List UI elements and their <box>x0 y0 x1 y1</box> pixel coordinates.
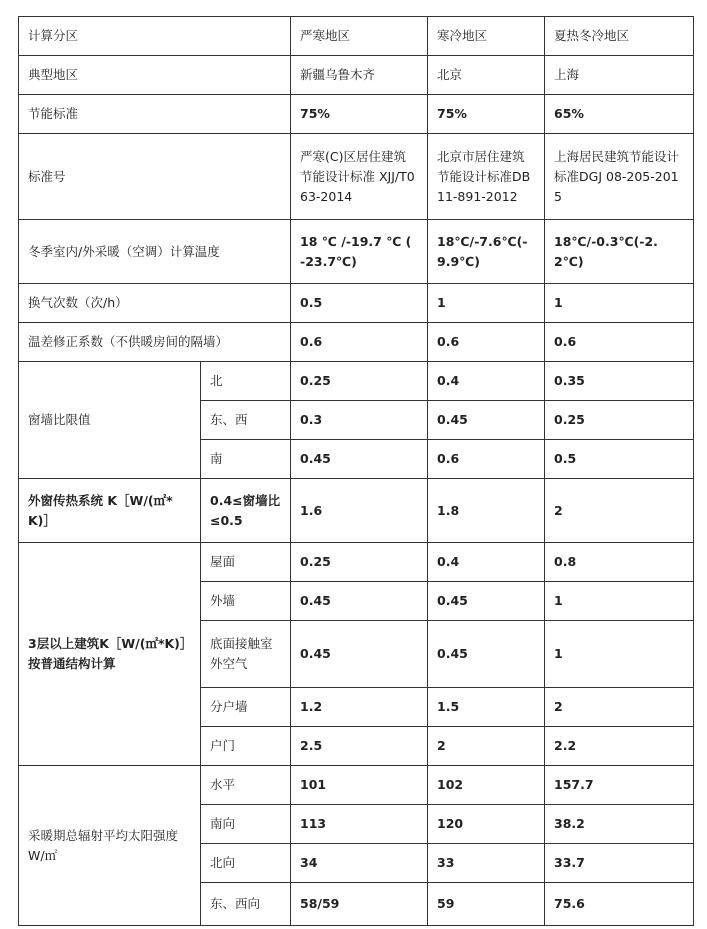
sub-label: 屋面 <box>201 543 291 582</box>
cell: 0.8 <box>545 543 694 582</box>
building-k-row <box>19 543 694 582</box>
header-row <box>19 17 694 56</box>
cell: 2.2 <box>545 727 694 766</box>
cell: 58/59 <box>291 883 428 926</box>
sub-label: 外墙 <box>201 582 291 621</box>
cell: 38.2 <box>545 805 694 844</box>
cell: 102 <box>428 766 545 805</box>
cell: 2 <box>545 688 694 727</box>
cell: 严寒(C)区居住建筑节能设计标准 XJJ/T063-2014 <box>291 134 428 220</box>
cell: 0.4 <box>428 543 545 582</box>
cell: 113 <box>291 805 428 844</box>
sub-label: 北 <box>201 362 291 401</box>
cell: 59 <box>428 883 545 926</box>
cell: 1 <box>545 582 694 621</box>
cell: 1 <box>545 621 694 688</box>
sub-label: 东、西向 <box>201 883 291 926</box>
cell: 75% <box>428 95 545 134</box>
cell: 18℃/-0.3℃(-2.2℃) <box>545 220 694 284</box>
cell: 0.45 <box>428 582 545 621</box>
sub-label: 0.4≤窗墙比≤0.5 <box>201 479 291 543</box>
cell: 北京市居住建筑节能设计标准DB11-891-2012 <box>428 134 545 220</box>
sub-label: 底面接触室外空气 <box>201 621 291 688</box>
cell: 北京 <box>428 56 545 95</box>
cell: 2.5 <box>291 727 428 766</box>
cell: 2 <box>545 479 694 543</box>
row-label: 标准号 <box>19 134 291 220</box>
group-label: 外窗传热系统 K［W/(㎡*K)］ <box>19 479 201 543</box>
cell: 18 ℃ /-19.7 ℃ ( -23.7℃) <box>291 220 428 284</box>
sub-label: 北向 <box>201 844 291 883</box>
row-label: 冬季室内/外采暖（空调）计算温度 <box>19 220 291 284</box>
cell: 0.25 <box>291 362 428 401</box>
cell: 0.5 <box>545 440 694 479</box>
cell: 0.6 <box>545 323 694 362</box>
sub-label: 分户墙 <box>201 688 291 727</box>
group-label: 3层以上建筑K［W/(㎡*K)］按普通结构计算 <box>19 543 201 766</box>
solar-row <box>19 766 694 805</box>
header-cold: 寒冷地区 <box>428 17 545 56</box>
cell: 0.45 <box>428 401 545 440</box>
cell: 120 <box>428 805 545 844</box>
row-label: 节能标准 <box>19 95 291 134</box>
cell: 0.5 <box>291 284 428 323</box>
cell: 1.8 <box>428 479 545 543</box>
sub-label: 东、西 <box>201 401 291 440</box>
cell: 33 <box>428 844 545 883</box>
cell: 上海 <box>545 56 694 95</box>
typical-region-row <box>19 56 694 95</box>
cell: 18℃/-7.6℃(-9.9℃) <box>428 220 545 284</box>
cell: 75.6 <box>545 883 694 926</box>
header-hot-summer-cold-winter: 夏热冬冷地区 <box>545 17 694 56</box>
cell: 新疆乌鲁木齐 <box>291 56 428 95</box>
cell: 75% <box>291 95 428 134</box>
row-label: 换气次数（次/h） <box>19 284 291 323</box>
energy-standard-row <box>19 95 694 134</box>
cell: 0.25 <box>545 401 694 440</box>
sub-label: 南 <box>201 440 291 479</box>
cell: 0.6 <box>291 323 428 362</box>
cell: 0.3 <box>291 401 428 440</box>
cell: 上海居民建筑节能设计标准DGJ 08-205-2015 <box>545 134 694 220</box>
cell: 0.45 <box>291 582 428 621</box>
row-label: 典型地区 <box>19 56 291 95</box>
cell: 1.6 <box>291 479 428 543</box>
cell: 0.6 <box>428 440 545 479</box>
cell: 0.35 <box>545 362 694 401</box>
group-label: 窗墙比限值 <box>19 362 201 479</box>
cell: 0.25 <box>291 543 428 582</box>
cell: 33.7 <box>545 844 694 883</box>
temp-correction-row <box>19 323 694 362</box>
window-k-row <box>19 479 694 543</box>
cell: 65% <box>545 95 694 134</box>
cell: 0.6 <box>428 323 545 362</box>
cell: 0.4 <box>428 362 545 401</box>
cell: 34 <box>291 844 428 883</box>
cell: 0.45 <box>291 621 428 688</box>
cell: 1 <box>545 284 694 323</box>
group-label: 采暖期总辐射平均太阳强度W/㎡ <box>19 766 201 926</box>
sub-label: 户门 <box>201 727 291 766</box>
row-label: 温差修正系数（不供暖房间的隔墙） <box>19 323 291 362</box>
sub-label: 水平 <box>201 766 291 805</box>
cell: 157.7 <box>545 766 694 805</box>
window-wall-row <box>19 362 694 401</box>
cell: 101 <box>291 766 428 805</box>
cell: 0.45 <box>291 440 428 479</box>
winter-temp-row <box>19 220 694 284</box>
climate-zone-table <box>18 16 694 926</box>
standard-no-row <box>19 134 694 220</box>
cell: 1.5 <box>428 688 545 727</box>
air-change-row <box>19 284 694 323</box>
cell: 1.2 <box>291 688 428 727</box>
cell: 1 <box>428 284 545 323</box>
cell: 2 <box>428 727 545 766</box>
cell: 0.45 <box>428 621 545 688</box>
header-severe-cold: 严寒地区 <box>291 17 428 56</box>
header-zone: 计算分区 <box>19 17 291 56</box>
sub-label: 南向 <box>201 805 291 844</box>
